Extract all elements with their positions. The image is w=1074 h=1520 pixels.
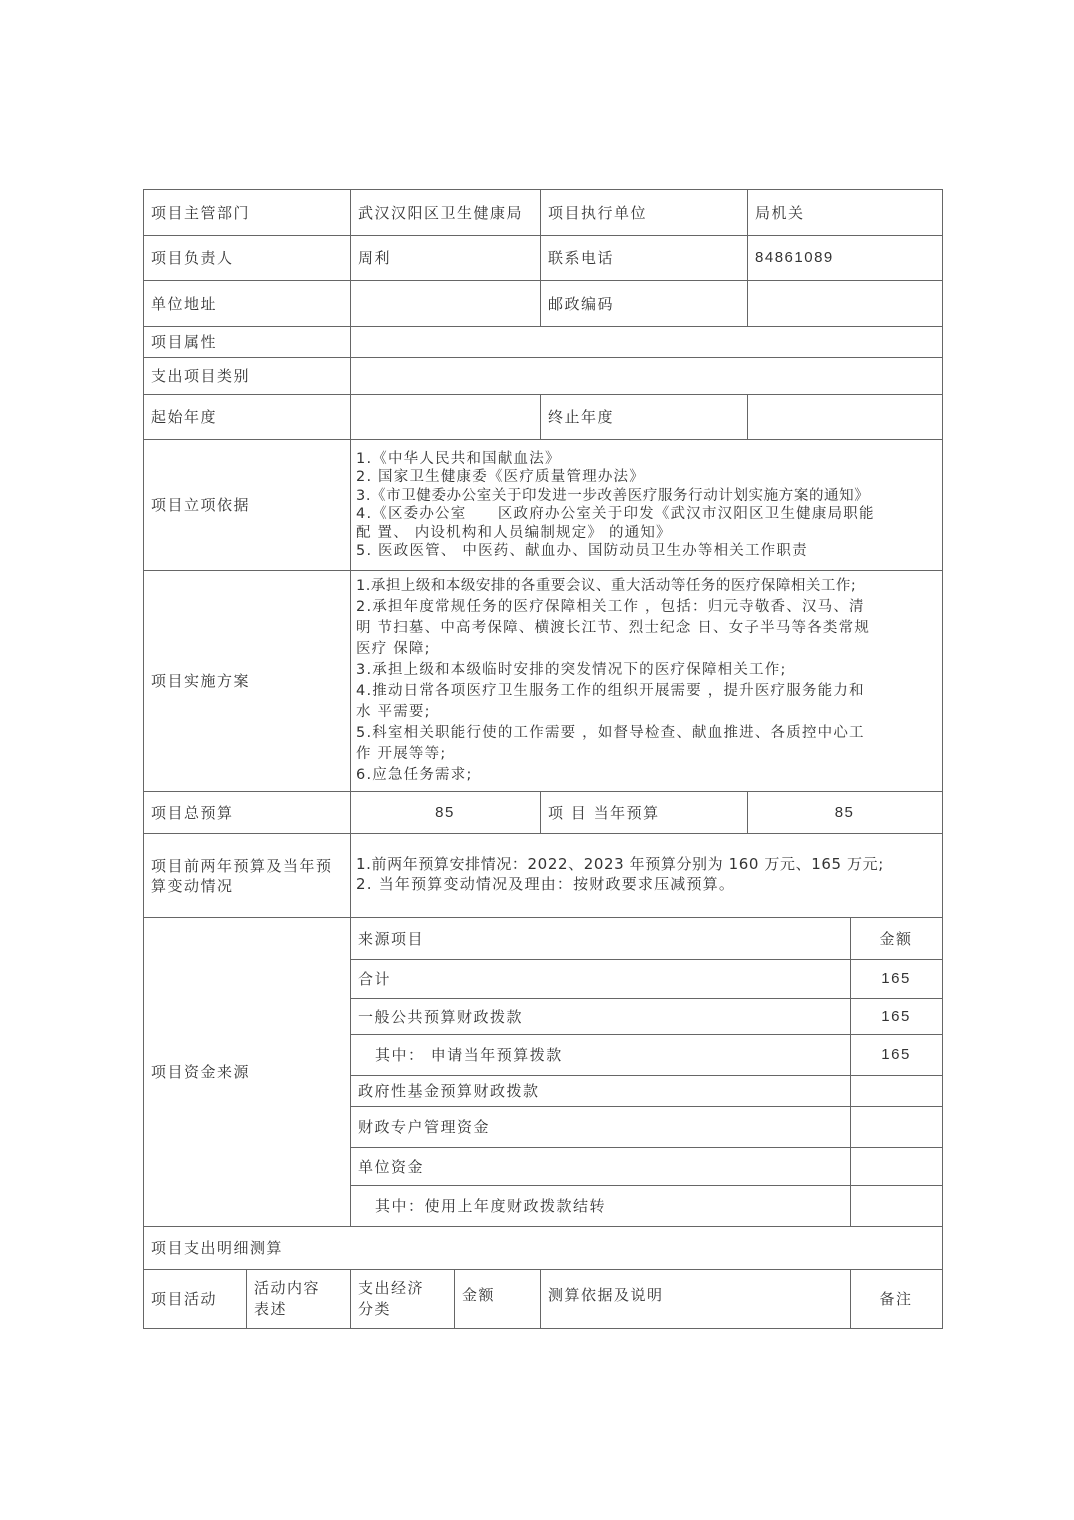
funding-source: 合计 <box>351 960 851 999</box>
label-basis: 项目立项依据 <box>144 440 351 571</box>
value-end-year <box>748 395 943 440</box>
label-funding-source: 项目资金来源 <box>144 918 351 1227</box>
plan-line: 医疗 保障; <box>356 641 431 657</box>
funding-amount: 165 <box>851 960 943 999</box>
funding-amount <box>851 1076 943 1107</box>
label-address: 单位地址 <box>144 281 351 327</box>
row-plan <box>144 571 943 792</box>
basis-line: 2. 国家卫生健康委《医疗质量管理办法》 <box>356 469 645 485</box>
row-budget <box>144 792 943 834</box>
row-department <box>144 190 943 236</box>
plan-line: 2.承担年度常规任务的医疗保障相关工作 ，包括：归元寺敬香、汉马、清 <box>356 599 865 615</box>
label-end-year: 终止年度 <box>541 395 748 440</box>
basis-line: 3.《市卫健委办公室关于印发进一步改善医疗服务行动计划实施方案的通知》 <box>356 487 870 504</box>
row-attribute <box>144 327 943 358</box>
funding-source: 单位资金 <box>351 1148 851 1186</box>
plan-line: 作 开展等等; <box>356 746 447 762</box>
label-total-budget: 项目总预算 <box>144 792 351 834</box>
detail-col-econ-class: 支出经济分类 <box>351 1270 455 1329</box>
label-executing-unit: 项目执行单位 <box>541 190 748 236</box>
value-department: 武汉汉阳区卫生健康局 <box>351 190 541 236</box>
row-prev-budget <box>144 834 943 918</box>
detail-col-remarks: 备注 <box>851 1270 943 1329</box>
funding-amount: 165 <box>851 1035 943 1076</box>
row-address <box>144 281 943 327</box>
detail-col-amount: 金额 <box>455 1270 541 1329</box>
value-plan <box>351 571 943 792</box>
basis-line: 1.《中华人民共和国献血法》 <box>356 450 561 467</box>
value-current-year-budget: 85 <box>748 792 943 834</box>
plan-line: 水 平需要; <box>356 704 431 720</box>
plan-line: 5.科室相关职能行使的工作需要 ，如督导检查、献血推进、各质控中心工 <box>356 725 865 741</box>
project-budget-table <box>143 189 943 1329</box>
label-phone: 联系电话 <box>541 236 748 281</box>
value-basis <box>351 440 943 571</box>
label-responsible-person: 项目负责人 <box>144 236 351 281</box>
label-prev-budget: 项目前两年预算及当年预算变动情况 <box>144 834 351 918</box>
value-expense-category <box>351 358 943 395</box>
value-phone: 84861089 <box>748 236 943 281</box>
funding-amount <box>851 1186 943 1227</box>
funding-source: 政府性基金预算财政拨款 <box>351 1076 851 1107</box>
value-total-budget: 85 <box>351 792 541 834</box>
basis-line: 4.《区委办公室 区政府办公室关于印发《武汉市汉阳区卫生健康局职能 <box>356 506 875 522</box>
detail-title: 项目支出明细测算 <box>144 1227 943 1270</box>
plan-line: 6.应急任务需求; <box>356 767 473 783</box>
plan-line: 1.承担上级和本级安排的各重要会议、重大活动等任务的医疗保障相关工作; <box>356 578 857 594</box>
label-postcode: 邮政编码 <box>541 281 748 327</box>
detail-col-activity: 项目活动 <box>144 1270 247 1329</box>
value-executing-unit: 局机关 <box>748 190 943 236</box>
row-detail-title <box>144 1227 943 1270</box>
label-department: 项目主管部门 <box>144 190 351 236</box>
funding-header-source: 来源项目 <box>351 918 851 960</box>
detail-col-content: 活动内容表述 <box>247 1270 351 1329</box>
plan-line: 3.承担上级和本级临时安排的突发情况下的医疗保障相关工作; <box>356 662 787 678</box>
value-postcode <box>748 281 943 327</box>
prev-budget-line: 1.前两年预算安排情况：2022、2023 年预算分别为 160 万元、165 万元; <box>356 855 884 873</box>
label-project-attribute: 项目属性 <box>144 327 351 358</box>
funding-source: 其中： 申请当年预算拨款 <box>351 1035 851 1076</box>
funding-amount <box>851 1148 943 1186</box>
row-basis <box>144 440 943 571</box>
row-category <box>144 358 943 395</box>
prev-budget-line: 2. 当年预算变动情况及理由：按财政要求压减预算。 <box>356 875 736 893</box>
basis-line: 5. 医政医管、 中医药、献血办、国防动员卫生办等相关工作职责 <box>356 543 808 559</box>
label-expense-category: 支出项目类别 <box>144 358 351 395</box>
detail-header-row <box>144 1270 943 1329</box>
value-project-attribute <box>351 327 943 358</box>
value-address <box>351 281 541 327</box>
plan-line: 明 节扫墓、中高考保障、横渡长江节、烈士纪念 日、女子半马等各类常规 <box>356 620 871 636</box>
label-current-year-budget: 项 目 当年预算 <box>541 792 748 834</box>
basis-line: 配 置、 内设机构和人员编制规定》 的通知》 <box>356 524 672 541</box>
funding-source: 一般公共预算财政拨款 <box>351 999 851 1035</box>
plan-line: 4.推动日常各项医疗卫生服务工作的组织开展需要 ，提升医疗服务能力和 <box>356 683 865 699</box>
funding-header-row <box>144 918 943 960</box>
label-start-year: 起始年度 <box>144 395 351 440</box>
value-prev-budget <box>351 834 943 918</box>
label-plan: 项目实施方案 <box>144 571 351 792</box>
value-start-year <box>351 395 541 440</box>
funding-header-amount: 金额 <box>851 918 943 960</box>
funding-amount <box>851 1107 943 1148</box>
row-responsible <box>144 236 943 281</box>
detail-col-basis: 测算依据及说明 <box>541 1270 851 1329</box>
row-years <box>144 395 943 440</box>
funding-source: 财政专户管理资金 <box>351 1107 851 1148</box>
funding-amount: 165 <box>851 999 943 1035</box>
value-responsible-person: 周利 <box>351 236 541 281</box>
funding-source: 其中：使用上年度财政拨款结转 <box>351 1186 851 1227</box>
